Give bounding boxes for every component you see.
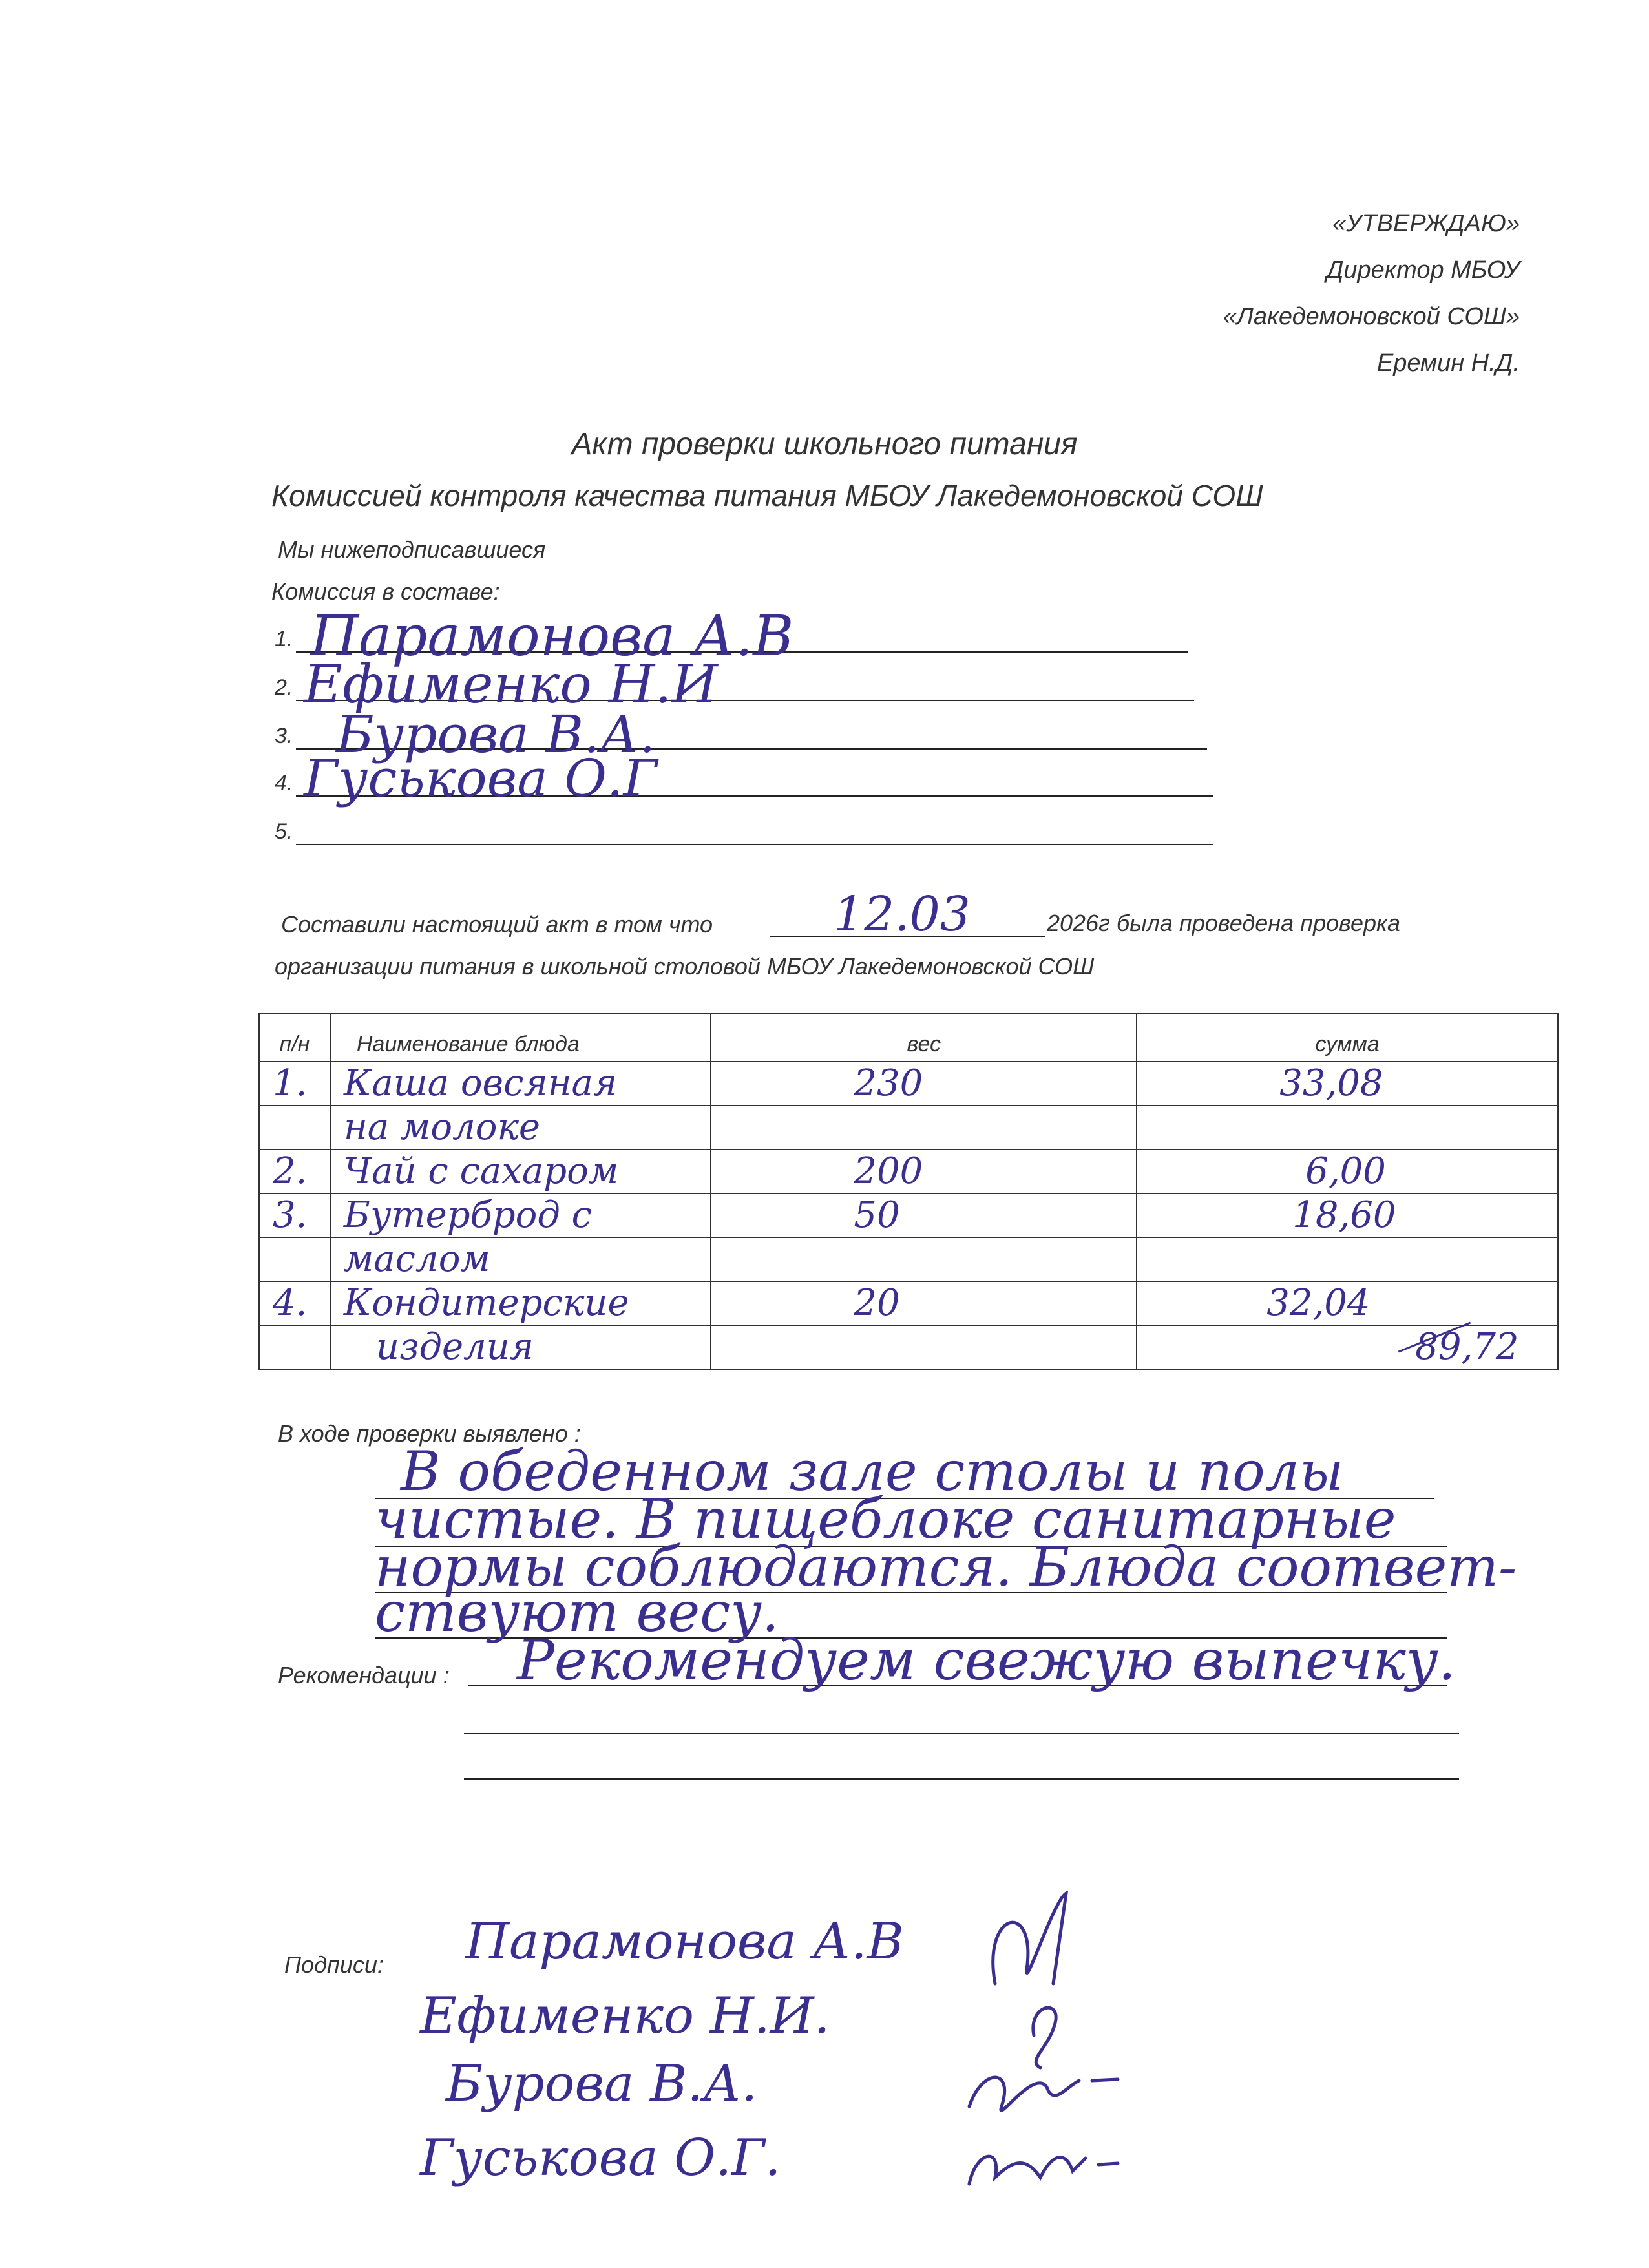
underline <box>296 844 1213 845</box>
scribble-1 <box>993 1893 1066 1984</box>
underline <box>464 1733 1459 1734</box>
commission-member-2: Ефименко Н.И <box>304 654 718 715</box>
approval-line-2: Директор МБОУ <box>1326 257 1520 284</box>
header-num: п/н <box>259 1014 330 1062</box>
row-num: 1. <box>273 1062 308 1104</box>
commission-member-1: Парамонова А.В <box>310 604 794 669</box>
row-num: 2. <box>273 1150 308 1192</box>
signatures-label: Подписи: <box>284 1951 384 1978</box>
row-name-cont: маслом <box>331 1237 711 1281</box>
commission-num: 3. <box>275 724 293 748</box>
food-table <box>258 1013 1559 1370</box>
document-title: Акт проверки школьного питания <box>571 427 1078 461</box>
header-sum: сумма <box>1137 1014 1558 1062</box>
row-num: 3. <box>273 1194 308 1236</box>
row-weight: 20 <box>854 1282 900 1324</box>
row-num: 4. <box>273 1282 308 1324</box>
statement-before: Составили настоящий акт в том что <box>281 911 713 938</box>
table-total: 89,72 <box>1137 1325 1557 1369</box>
statement-line-2: организации питания в школьной столовой МБОУ Лакедемоновской СОШ <box>275 953 1095 980</box>
row-weight: 230 <box>854 1062 923 1104</box>
commission-member-4: Гуськова О.Г <box>304 748 658 808</box>
underline <box>464 1778 1459 1780</box>
commission-num: 4. <box>275 771 293 795</box>
approval-line-3: «Лакедемоновской СОШ» <box>1223 303 1520 330</box>
row-weight: 200 <box>854 1150 923 1192</box>
scribble-4 <box>969 2156 1118 2184</box>
findings-label: В ходе проверки выявлено : <box>278 1420 581 1447</box>
row-sum: 18,60 <box>1292 1194 1396 1236</box>
row-sum: 33,08 <box>1279 1062 1383 1104</box>
approval-line-4: Еремин Н.Д. <box>1376 350 1520 377</box>
approval-line-1: «УТВЕРЖДАЮ» <box>1332 210 1520 237</box>
table-row <box>259 1193 1558 1281</box>
scribble-3 <box>969 2077 1118 2110</box>
commission-num: 1. <box>275 627 293 651</box>
header-weight: вес <box>711 1014 1137 1062</box>
findings-line-1: В обеденном зале столы и полы <box>401 1440 1344 1503</box>
recommendations-text: Рекомендуем свежую выпечку. <box>517 1628 1456 1693</box>
row-name-cont: изделия <box>331 1325 711 1369</box>
row-sum: 32,04 <box>1266 1282 1371 1324</box>
findings-line-2: чистые. В пищеблоке санитарные <box>375 1487 1396 1551</box>
approval-block <box>1003 200 1520 386</box>
header-name: Наименование блюда <box>330 1014 711 1062</box>
signature-1: Парамонова А.В <box>465 1913 904 1971</box>
recommendations-label: Рекомендации : <box>278 1662 450 1688</box>
document-subtitle: Комиссией контроля качества питания МБОУ Лакедемоновской СОШ <box>271 479 1263 512</box>
commission-label: Комиссия в составе: <box>271 578 500 605</box>
commission-member-3: Бурова В.А. <box>336 704 656 764</box>
commission-num: 2. <box>275 675 293 700</box>
table-header-row <box>259 1014 1558 1062</box>
table-row <box>259 1281 1558 1369</box>
scribble-2 <box>1033 2008 1056 2068</box>
row-name-cont: на молоке <box>331 1105 711 1149</box>
findings-line-3: нормы соблюдаются. Блюда соответ- <box>375 1535 1517 1599</box>
row-weight: 50 <box>854 1194 900 1236</box>
signature-2: Ефименко Н.И. <box>420 1987 830 2045</box>
row-name: Кондитерские <box>343 1282 629 1324</box>
row-sum: 6,00 <box>1305 1150 1386 1192</box>
signature-scribbles <box>956 1874 1228 2197</box>
statement-date: 12.03 <box>834 887 971 942</box>
statement-after: 2026г была проведена проверка <box>1047 910 1401 936</box>
table-row <box>259 1062 1558 1150</box>
findings-line-4: ствуют весу. <box>375 1580 779 1644</box>
intro-text: Мы нижеподписавшиеся <box>278 536 546 563</box>
signature-3: Бурова В.А. <box>446 2055 758 2113</box>
row-name: Бутерброд с <box>343 1194 592 1236</box>
commission-num: 5. <box>275 819 293 844</box>
row-name: Чай с сахаром <box>343 1150 619 1192</box>
table-row <box>259 1150 1558 1193</box>
signature-4: Гуськова О.Г. <box>420 2129 781 2187</box>
row-name: Каша овсяная <box>343 1062 617 1104</box>
